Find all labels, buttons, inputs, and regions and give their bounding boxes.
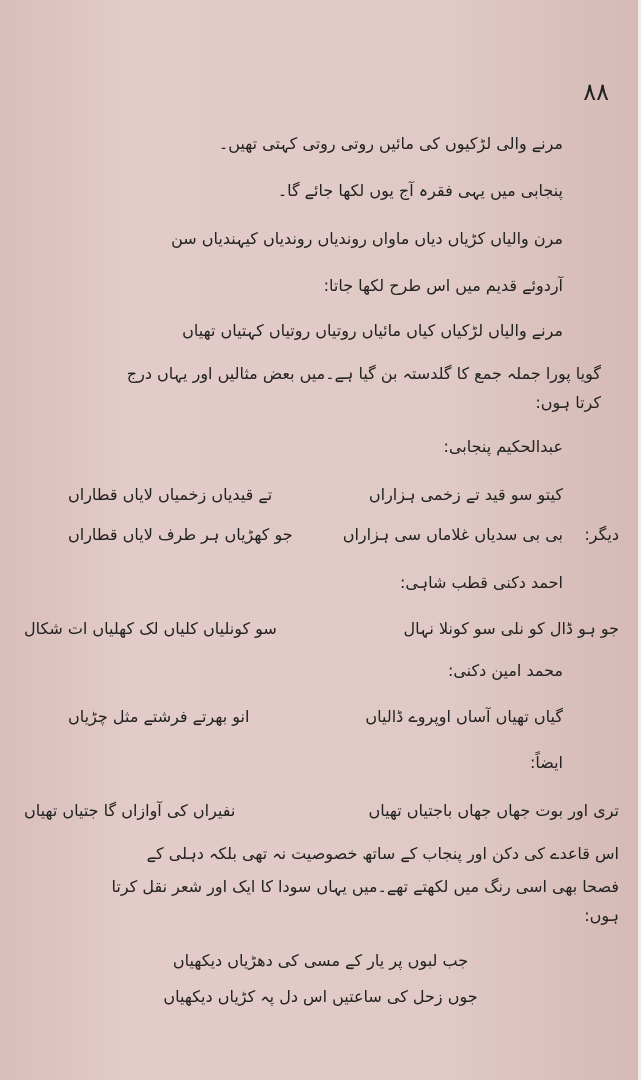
poet-name-3: محمد امین دکنی: (447, 661, 563, 680)
verse3-right: جو ہو ڈال کو نلی سو کونلا نہال (403, 619, 619, 638)
text-line-2: پنجابی میں یہی فقرہ آج یوں لکھا جائے گا۔ (277, 181, 563, 200)
final-verse-line-1: جب لبوں پر یار کے مسی کی دھڑیاں دیکھیاں (172, 951, 469, 970)
text-line-4: آردوئے قدیم میں اس طرح لکھا جاتا: (323, 276, 563, 295)
text-line-3: مرن والیاں کڑیاں دیاں ماواں روندیاں روندیاں کیہندیاں سن (171, 229, 563, 248)
verse3-left: سو کونلیاں کلیاں لک کھلیاں ات شکال (24, 619, 277, 638)
text-line-5: مرنے والیاں لڑکیاں کیاں مائیاں روتیاں روتیاں کہتیاں تھیاں (182, 321, 563, 340)
verse4-right: گیاں تھیاں آساں اوپروے ڈالیاں (365, 707, 563, 726)
para-line-2: فصحا بھی اسی رنگ میں لکھتے تھے۔میں یہاں سودا کا ایک اور شعر نقل کرتا (111, 877, 619, 896)
text-line-7: کرتا ہوں: (535, 393, 601, 412)
final-verse-line-2: جوں زحل کی ساعتیں اس دل پہ کڑیاں دیکھیاں (163, 987, 478, 1006)
verse1-right: کیتو سو قید تے زخمی ہزاراں (368, 485, 563, 504)
verse4-left: انو بھرتے فرشتے مثل چڑیاں (68, 707, 250, 726)
poet-name-2: احمد دکنی قطب شاہی: (399, 573, 563, 592)
para-line-1: اس قاعدے کی دکن اور پنجاب کے ساتھ خصوصیت نہ تھی بلکہ دہلی کے (146, 844, 619, 863)
verse2-prefix: دیگر: (584, 525, 619, 544)
verse5-left: نفیراں کی آوازاں گا جتیاں تھیاں (24, 801, 236, 820)
poet-name-4: ایضاً: (529, 753, 563, 772)
verse2-right: بی بی سدیاں غلاماں سی ہزاراں (342, 525, 563, 544)
verse5-right: تری اور بوت جھاں جھاں باجتیاں تھیاں (368, 801, 619, 820)
para-line-3: ہوں: (584, 906, 619, 925)
text-line-1: مرنے والی لڑکیوں کی مائیں روتی روتی کہتی تھیں۔ (218, 134, 563, 153)
poet-name-1: عبدالحکیم پنجابی: (443, 437, 563, 456)
text-line-6: گویا پورا جملہ جمع کا گلدستہ بن گیا ہے۔میں بعض مثالیں اور یہاں درج (126, 364, 601, 383)
page-number: ۸۸ (583, 78, 609, 106)
verse2-left: جو کھڑیاں ہر طرف لایاں قطاراں (68, 525, 293, 544)
verse1-left: تے قیدیاں زخمیاں لایاں قطاراں (68, 485, 273, 504)
